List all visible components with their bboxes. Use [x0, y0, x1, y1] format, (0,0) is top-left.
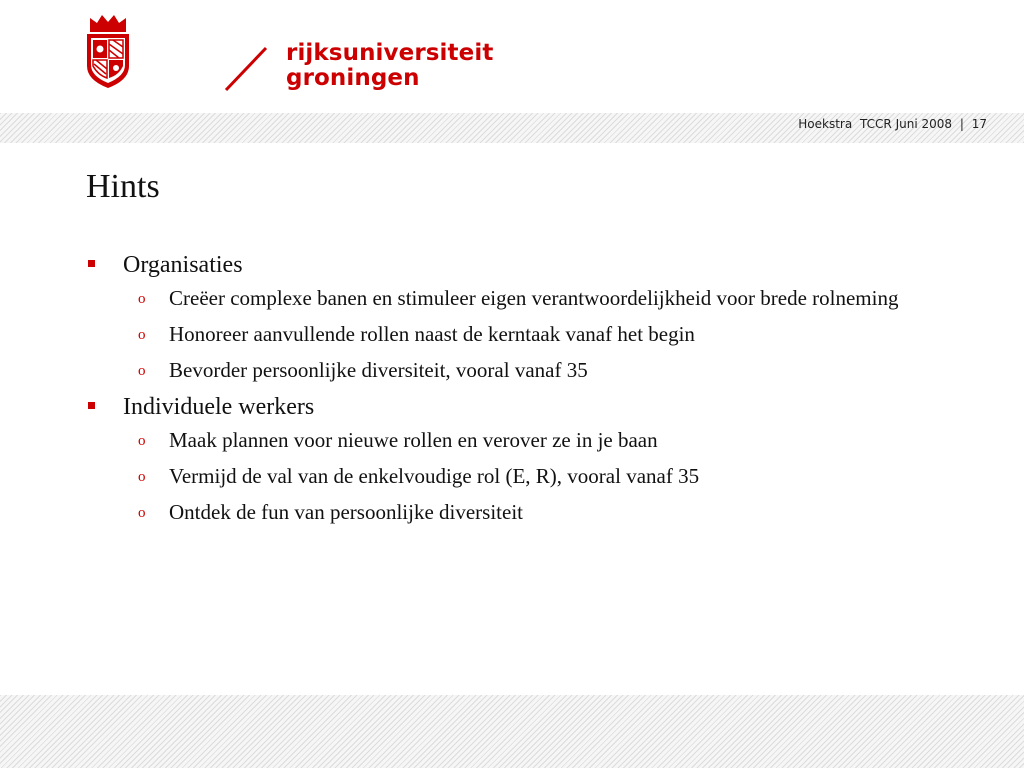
list-item: [86, 356, 986, 385]
separator: |: [959, 117, 964, 131]
university-crest-icon: [84, 14, 132, 90]
circle-bullet-icon: o: [138, 505, 146, 521]
page-number: 17: [971, 117, 987, 131]
list-item-text: Honoreer aanvullende rollen naast de kerntaak vanaf het begin: [169, 322, 695, 346]
sublist: [86, 426, 986, 527]
list-item-text: Ontdek de fun van persoonlijke diversiteit: [169, 500, 523, 524]
list-item-text: Creëer complexe banen en stimuleer eigen verantwoordelijkheid voor brede rolneming: [169, 286, 899, 310]
logo-slash: [222, 46, 270, 92]
list-item: [86, 426, 986, 455]
section-organisaties: [86, 250, 986, 385]
event-label: TCCR Juni 2008: [860, 117, 953, 131]
list-item: [86, 284, 986, 313]
university-logo: [84, 14, 494, 94]
list-item: [86, 498, 986, 527]
brand-name-line2: groningen: [286, 65, 420, 91]
slide-reference: [798, 117, 987, 131]
square-bullet-icon: [88, 260, 95, 267]
circle-bullet-icon: o: [138, 327, 146, 343]
circle-bullet-icon: o: [138, 433, 146, 449]
square-bullet-icon: [88, 402, 95, 409]
brand-name-line1: rijksuniversiteit: [286, 40, 494, 66]
circle-bullet-icon: o: [138, 363, 146, 379]
section-individuele-werkers: [86, 392, 986, 527]
section-label: Organisaties: [123, 252, 243, 278]
circle-bullet-icon: o: [138, 469, 146, 485]
list-item: [86, 320, 986, 349]
list-item-text: Maak plannen voor nieuwe rollen en verover ze in je baan: [169, 428, 658, 452]
section-label: Individuele werkers: [123, 394, 315, 420]
bottom-hatched-band: [0, 695, 1024, 768]
slide-content: [86, 250, 986, 534]
slide-title: Hints: [86, 168, 160, 205]
author-label: Hoekstra: [798, 117, 853, 131]
list-item-text: Bevorder persoonlijke diversiteit, vooral vanaf 35: [169, 358, 588, 382]
sublist: [86, 284, 986, 385]
list-item-text: Vermijd de val van de enkelvoudige rol (E, R), vooral vanaf 35: [169, 464, 700, 488]
level1-item: [86, 250, 986, 280]
list-item: [86, 462, 986, 491]
level1-item: [86, 392, 986, 422]
circle-bullet-icon: o: [138, 291, 146, 307]
